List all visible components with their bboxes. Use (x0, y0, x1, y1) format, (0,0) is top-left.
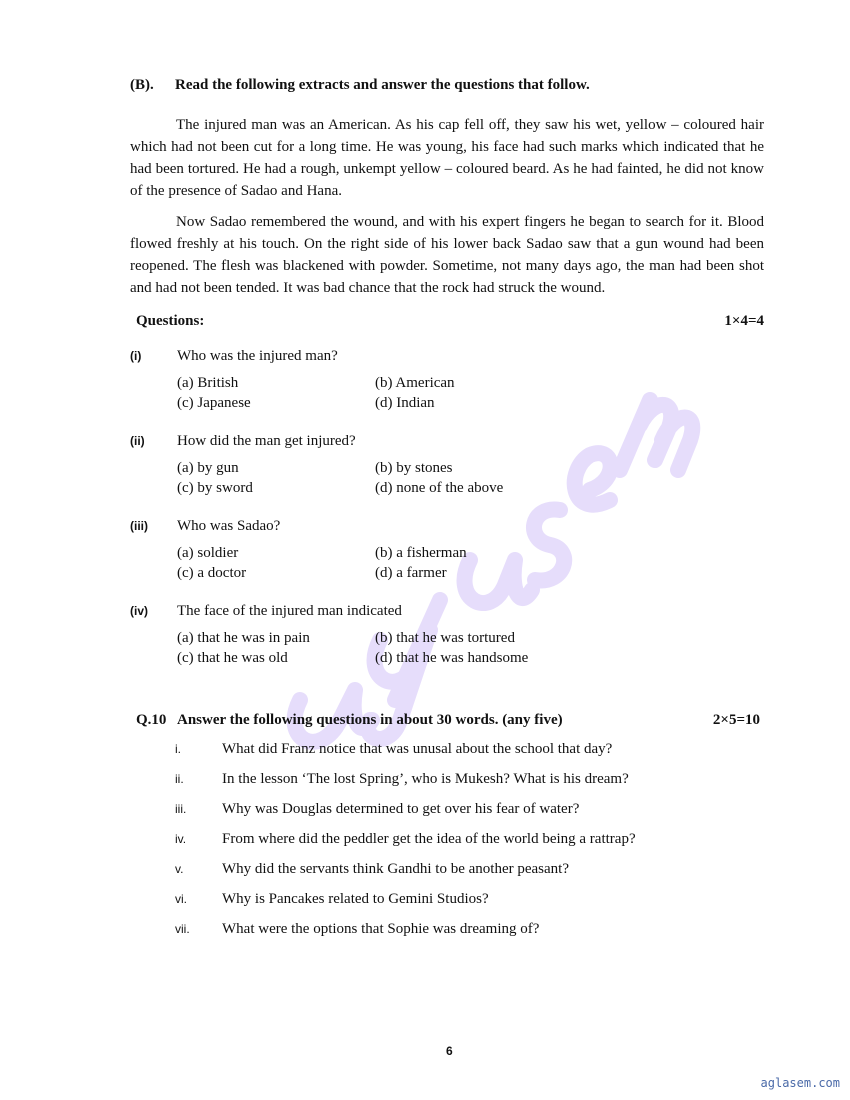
question-iv (130, 603, 764, 668)
list-item (175, 921, 764, 951)
option: (c) a doctor (177, 565, 247, 581)
item-number: v. (175, 862, 184, 876)
list-item (175, 861, 764, 891)
question-text: How did the man get injured? (177, 433, 356, 449)
option: (a) by gun (177, 460, 239, 476)
passage-paragraph: The injured man was an American. As his cap fell off, they saw his wet, yellow – coloured hair which had not been cut for a long time. He was young, his face had such marks which indicated that he had been tortured. He had a rough, unkempt yellow – coloured beard. As he had fainted, he did not know of the presence of Sadao and Hana. (130, 117, 764, 199)
q10-list (130, 741, 764, 951)
question-iii (130, 518, 764, 583)
option: (c) by sword (177, 480, 253, 496)
q10-label: Q.10 (136, 712, 167, 728)
section-header (130, 77, 764, 94)
section-label: (B). (130, 77, 154, 93)
q10-marks: 2×5=10 (712, 712, 760, 728)
item-text: From where did the peddler get the idea of the world being a rattrap? (222, 831, 636, 847)
question-ii (130, 433, 764, 498)
question-text: Who was the injured man? (177, 348, 338, 364)
list-item (175, 771, 764, 801)
q10-heading: Answer the following questions in about 30 words. (any five) (177, 712, 563, 728)
option: (d) a farmer (375, 565, 447, 581)
q10-header (136, 712, 764, 729)
option: (b) by stones (375, 460, 453, 476)
option: (b) a fisherman (375, 545, 467, 561)
option: (d) Indian (375, 395, 435, 411)
question-number: (ii) (130, 434, 145, 448)
option: (d) that he was handsome (375, 650, 529, 666)
option: (c) that he was old (177, 650, 288, 666)
questions-header (136, 313, 764, 330)
option: (c) Japanese (177, 395, 251, 411)
item-number: iv. (175, 832, 187, 846)
item-number: vii. (175, 922, 190, 936)
question-number: (iv) (130, 604, 148, 618)
list-item (175, 741, 764, 771)
question-number: (iii) (130, 519, 148, 533)
question-i (130, 348, 764, 413)
item-text: What did Franz notice that was unusal about the school that day? (222, 741, 613, 757)
option: (b) American (375, 375, 455, 391)
item-text: Why is Pancakes related to Gemini Studios? (222, 891, 489, 907)
option: (a) soldier (177, 545, 239, 561)
item-text: Why was Douglas determined to get over his fear of water? (222, 801, 580, 817)
page-content (130, 77, 764, 951)
list-item (175, 801, 764, 831)
list-item (175, 891, 764, 921)
item-number: ii. (175, 772, 184, 786)
option: (a) that he was in pain (177, 630, 310, 646)
list-item (175, 831, 764, 861)
question-number: (i) (130, 349, 142, 363)
item-number: vi. (175, 892, 187, 906)
question-text: The face of the injured man indicated (177, 603, 402, 619)
page-number: 6 (446, 1044, 453, 1058)
option: (b) that he was tortured (375, 630, 515, 646)
question-text: Who was Sadao? (177, 518, 281, 534)
section-heading: Read the following extracts and answer the questions that follow. (175, 77, 590, 93)
questions-label: Questions: (136, 313, 205, 329)
option: (d) none of the above (375, 480, 504, 496)
item-text: What were the options that Sophie was dreaming of? (222, 921, 540, 937)
item-text: In the lesson ‘The lost Spring’, who is Mukesh? What is his dream? (222, 771, 629, 787)
footer-site: aglasem.com (760, 1076, 840, 1090)
item-number: i. (175, 742, 181, 756)
marks: 1×4=4 (724, 313, 764, 329)
option: (a) British (177, 375, 239, 391)
item-text: Why did the servants think Gandhi to be another peasant? (222, 861, 569, 877)
item-number: iii. (175, 802, 187, 816)
passage-paragraph: Now Sadao remembered the wound, and with his expert fingers he began to search for it. Blood flowed freshly at his touch. On the right side of his lower back Sadao saw that a gun wound had been reopened. The flesh was blackened with powder. Sometime, not many days ago, the man had been shot and had not been tended. It was bad chance that the rock had struck the wound. (130, 214, 764, 296)
